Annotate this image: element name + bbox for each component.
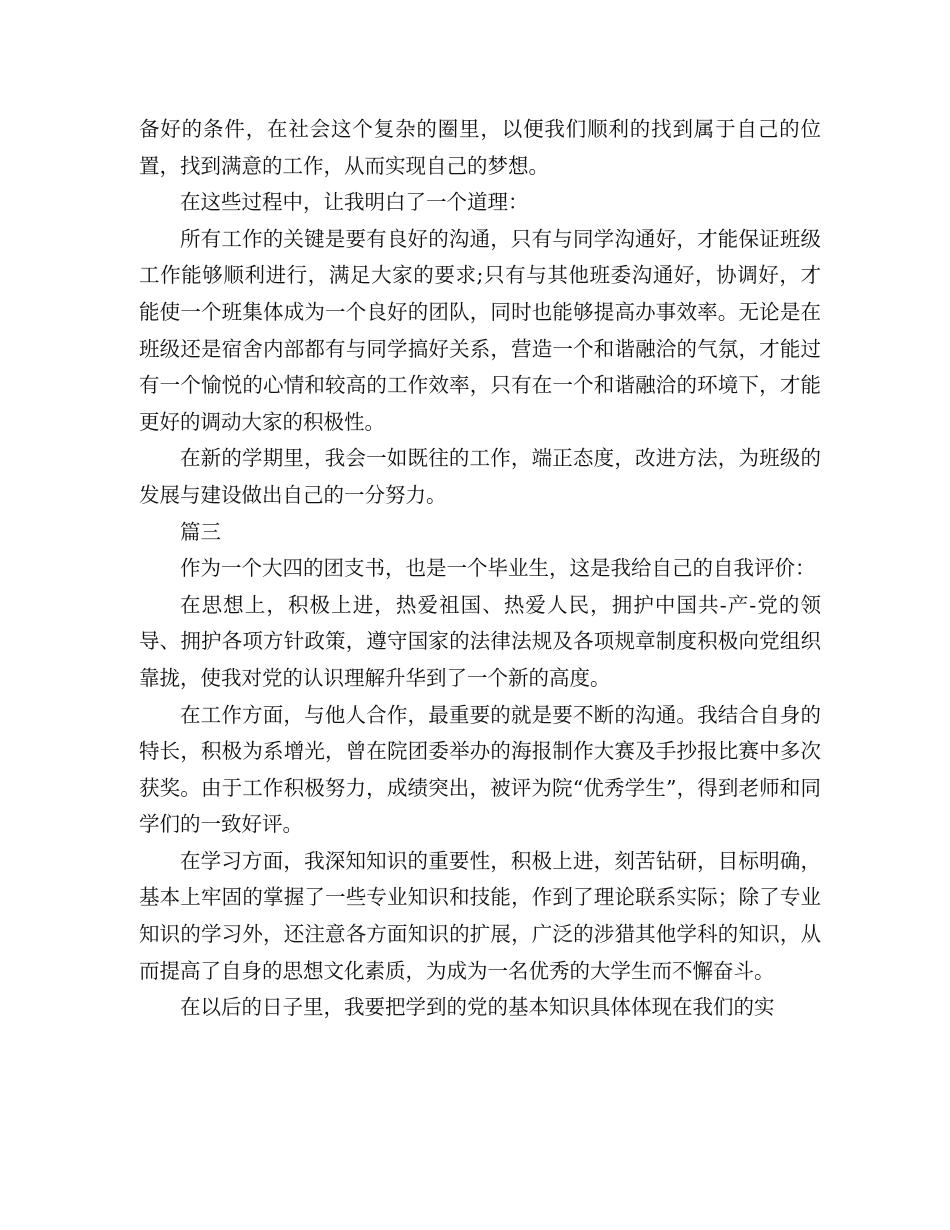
paragraph: 在以后的日子里，我要把学到的党的基本知识具体体现在我们的实 <box>180 995 775 1020</box>
paragraph: 作为一个大四的团支书，也是一个毕业生，这是我给自己的自我评价： <box>180 556 816 581</box>
document-body <box>139 111 821 1026</box>
paragraph: 备好的条件，在社会这个复杂的圈里，以便我们顺利的找到属于自己的位置，找到满意的工作，从而实现自己的梦想。 <box>139 117 821 178</box>
paragraph: 在学习方面，我深知知识的重要性，积极上进，刻苦钻研，目标明确，基本上牢固的掌握了一些专业知识和技能，作到了理论联系实际；除了专业知识的学习外，还注意各方面知识的扩展，广泛的涉猎其他学科的知识，从而提高了自身的思想文化素质，为成为一名优秀的大学生而不懈奋斗。 <box>139 848 821 983</box>
paragraph: 所有工作的关键是要有良好的沟通，只有与同学沟通好，才能保证班级工作能够顺利进行，满足大家的要求;只有与其他班委沟通好，协调好，才能使一个班集体成为一个良好的团队，同时也能够提高办事效率。无论是在班级还是宿舍内部都有与同学搞好关系，营造一个和谐融洽的气氛，才能过有一个愉悦的心情和较高的工作效率，只有在一个和谐融洽的环境下，才能更好的调动大家的积极性。 <box>139 226 821 434</box>
paragraph: 在思想上，积极上进，热爱祖国、热爱人民，拥护中国共-产-党的领导、拥护各项方针政策，遵守国家的法律法规及各项规章制度积极向党组织靠拢，使我对党的认识理解升华到了一个新的高度。 <box>139 592 821 690</box>
paragraph: 在新的学期里，我会一如既往的工作，端正态度，改进方法，为班级的发展与建设做出自己的一分努力。 <box>139 446 821 507</box>
section-heading: 篇三 <box>180 519 221 544</box>
paragraph: 在工作方面，与他人合作，最重要的就是要不断的沟通。我结合自身的特长，积极为系增光，曾在院团委举办的海报制作大赛及手抄报比赛中多次获奖。由于工作积极努力，成绩突出，被评为院“优秀学生”，得到老师和同学们的一致好评。 <box>139 702 821 837</box>
paragraph: 在这些过程中，让我明白了一个道理： <box>180 190 529 215</box>
